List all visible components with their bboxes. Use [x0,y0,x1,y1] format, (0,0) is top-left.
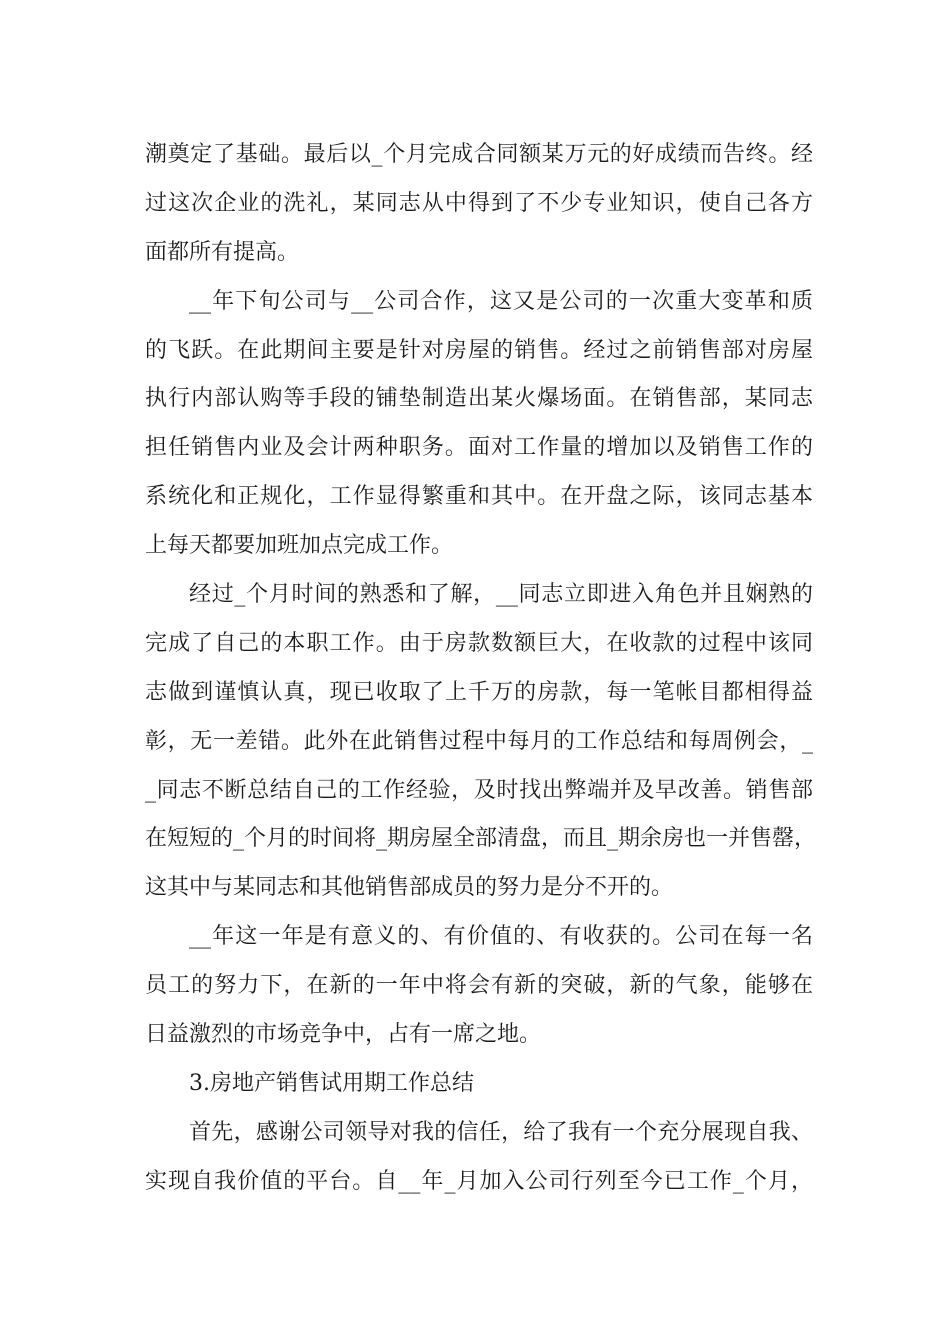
body-text [145,131,817,1207]
paragraph-line: 员工的努力下，在新的一年中将会有新的突破，新的气象，能够在 [145,973,813,999]
paragraph-line: 面都所有提高。 [145,239,300,265]
paragraph-line: 首先，感谢公司领导对我的信任，给了我有一个充分展现自我、 [189,1119,813,1145]
paragraph-line: 这其中与某同志和其他销售部成员的努力是分不开的。 [145,875,674,901]
paragraph-line: 执行内部认购等手段的铺垫制造出某火爆场面。在销售部，某同志 [145,386,813,412]
paragraph-line: 系统化和正规化，工作显得繁重和其中。在开盘之际，该同志基本 [145,484,813,510]
paragraph-line: 在短短的_个月的时间将_期房屋全部清盘，而且_期余房也一并售罄， [145,826,817,852]
paragraph-line: 潮奠定了基础。最后以_个月完成合同额某万元的好成绩而告终。经 [145,142,813,167]
paragraph-line: 日益激烈的市场竞争中，占有一席之地。 [145,1022,542,1048]
section-heading: 3.房地产销售试用期工作总结 [189,1070,474,1096]
paragraph-line: __年这一年是有意义的、有价值的、有收获的。公司在每一名 [189,924,813,950]
paragraph-line: 实现自我价值的平台。自__年_月加入公司行列至今已工作_个月， [145,1168,813,1194]
paragraph-line: 志做到谨慎认真，现已收取了上千万的房款，每一笔帐目都相得益 [145,679,813,705]
paragraph-line: _同志不断总结自己的工作经验，及时找出弊端并及早改善。销售部 [145,777,813,803]
paragraph-line: 担任销售内业及会计两种职务。面对工作量的增加以及销售工作的 [145,435,813,461]
paragraph-line: __年下旬公司与__公司合作，这又是公司的一次重大变革和质 [189,288,813,314]
paragraph-line: 的飞跃。在此期间主要是针对房屋的销售。经过之前销售部对房屋 [145,337,813,363]
paragraph-line: 彰，无一差错。此外在此销售过程中每月的工作总结和每周例会，_ [145,728,813,754]
paragraph-line: 过这次企业的洗礼，某同志从中得到了不少专业知识，使自己各方 [145,190,813,216]
paragraph-line: 上每天都要加班加点完成工作。 [145,533,454,559]
paragraph-line: 经过_个月时间的熟悉和了解，__同志立即进入角色并且娴熟的 [189,582,813,608]
paragraph-line: 完成了自己的本职工作。由于房款数额巨大，在收款的过程中该同 [145,630,813,656]
